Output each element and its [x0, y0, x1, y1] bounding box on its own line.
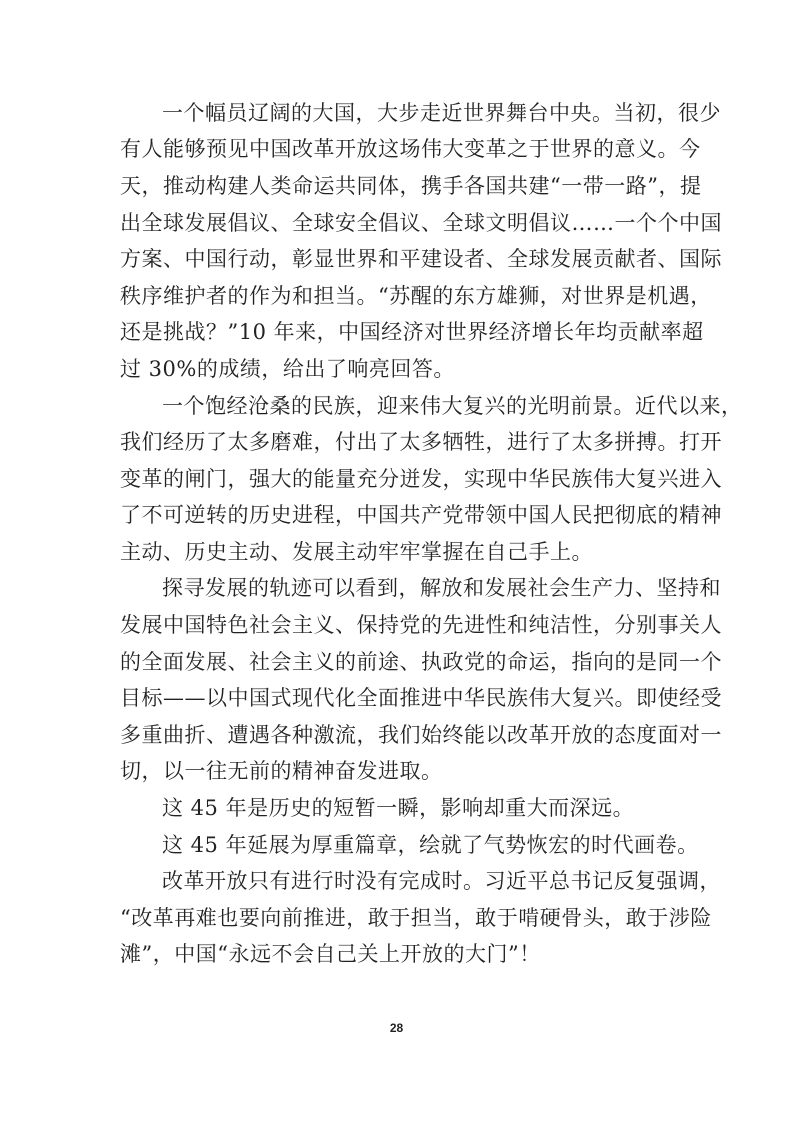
text-line: “改革再难也要向前推进，敢于担当，敢于啃硬骨头，敢于涉险	[120, 906, 712, 930]
text-line: 目标——以中国式现代化全面推进中华民族伟大复兴。即使经受	[120, 686, 722, 710]
text-line: 的全面发展、社会主义的前途、执政党的命运，指向的是同一个	[120, 650, 722, 674]
text-line: 天，推动构建人类命运共同体，携手各国共建“一带一路”，提	[120, 174, 702, 198]
text-line: 变革的闸门，强大的能量充分迸发，实现中华民族伟大复兴进入	[120, 467, 722, 491]
text-line: 主动、历史主动、发展主动牢牢掌握在自己手上。	[120, 540, 593, 564]
text-line: 切，以一往无前的精神奋发进取。	[120, 759, 443, 783]
text-line: 还是挑战？”10 年来，中国经济对世界经济增长年均贡献率超	[120, 320, 704, 344]
text-line: 这 45 年是历史的短暂一瞬，影响却重大而深远。	[162, 796, 635, 820]
text-line: 有人能够预见中国改革开放这场伟大变革之于世界的意义。今	[120, 137, 701, 161]
page-number: 28	[389, 1021, 404, 1035]
text-line: 探寻发展的轨迹可以看到，解放和发展社会生产力、坚持和	[162, 576, 721, 600]
text-line: 这 45 年延展为厚重篇章，绘就了气势恢宏的时代画卷。	[162, 833, 699, 857]
text-line: 发展中国特色社会主义、保持党的先进性和纯洁性，分别事关人	[120, 613, 722, 637]
text-line: 出全球发展倡议、全球安全倡议、全球文明倡议……一个个中国	[120, 211, 722, 235]
text-line: 一个饱经沧桑的民族，迎来伟大复兴的光明前景。近代以来，	[162, 394, 743, 418]
text-line: 过 30%的成绩，给出了响亮回答。	[120, 357, 455, 381]
text-line: 秩序维护者的作为和担当。“苏醒的东方雄狮，对世界是机遇，	[120, 284, 712, 308]
text-line: 了不可逆转的历史进程，中国共产党带领中国人民把彻底的精神	[120, 503, 722, 527]
text-line: 改革开放只有进行时没有完成时。习近平总书记反复强调，	[162, 869, 721, 893]
text-line: 滩”，中国“永远不会自己关上开放的大门”！	[120, 942, 541, 966]
text-line: 方案、中国行动，彰显世界和平建设者、全球发展贡献者、国际	[120, 247, 722, 271]
text-line: 我们经历了太多磨难，付出了太多牺牲，进行了太多拼搏。打开	[120, 430, 722, 454]
text-line: 多重曲折、遭遇各种激流，我们始终能以改革开放的态度面对一	[120, 723, 722, 747]
text-line: 一个幅员辽阔的大国，大步走近世界舞台中央。当初，很少	[162, 101, 721, 125]
